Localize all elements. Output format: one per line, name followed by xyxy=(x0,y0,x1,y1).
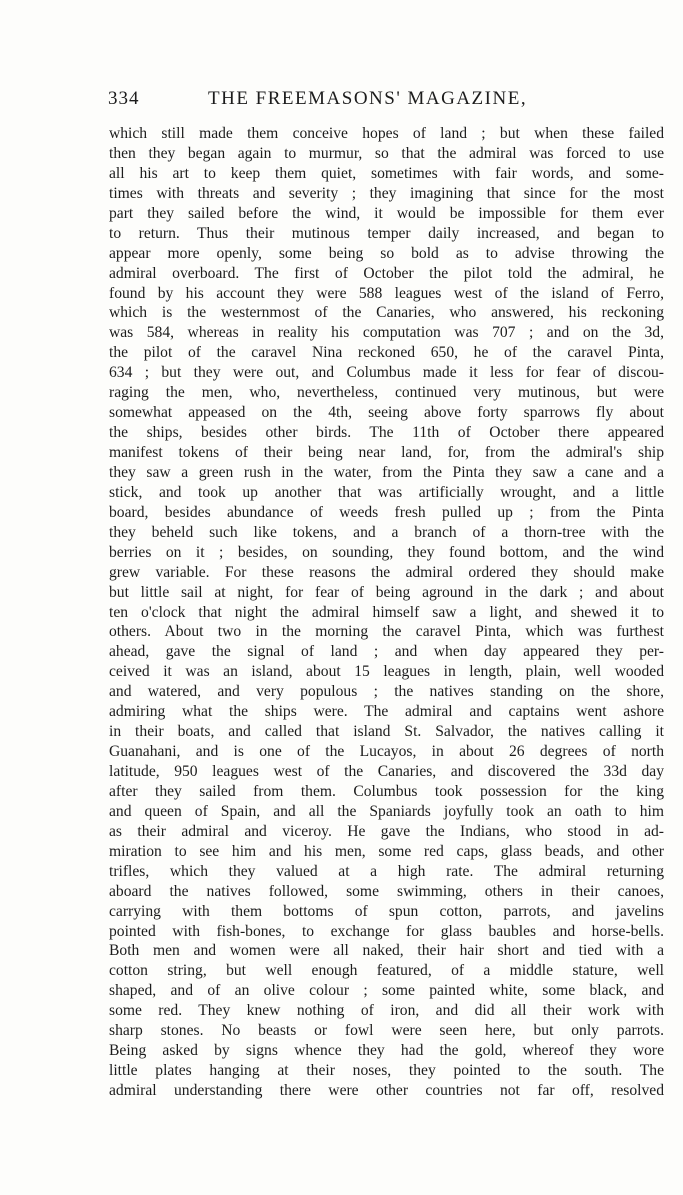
text-line: cotton string, but well enough featured, of a middle stature, well xyxy=(109,962,664,980)
text-line: pointed with fish-bones, to exchange for glass baubles and horse-bells. xyxy=(109,922,664,940)
text-line: admiral understanding there were other countries not far off, resolved xyxy=(109,1082,664,1099)
text-line: after they sailed from them. Columbus took possession for the king xyxy=(109,782,664,800)
text-line: trifles, which they valued at a high rate. The admiral returning xyxy=(109,862,664,880)
body-text xyxy=(109,124,664,1101)
running-title: THE FREEMASONS' MAGAZINE, xyxy=(208,88,528,109)
text-line: Both men and women were all naked, their hair short and tied with a xyxy=(109,942,664,960)
text-line: times with threats and severity ; they imagining that since for the most xyxy=(109,184,664,202)
text-line: to return. Thus their mutinous temper daily increased, and began to xyxy=(109,224,664,242)
text-line: some red. They knew nothing of iron, and did all their work with xyxy=(109,1002,664,1020)
text-line: found by his account they were 588 leagues west of the island of Ferro, xyxy=(109,284,664,302)
text-line: ten o'clock that night the admiral himself saw a light, and shewed it to xyxy=(109,603,664,621)
text-line: they saw a green rush in the water, from the Pinta they saw a cane and a xyxy=(109,463,664,481)
text-line: aboard the natives followed, some swimming, others in their canoes, xyxy=(109,882,664,900)
text-line: but little sail at night, for fear of being aground in the dark ; and about xyxy=(109,583,664,601)
text-line: part they sailed before the wind, it would be impossible for them ever xyxy=(109,204,664,222)
text-line: Guanahani, and is one of the Lucayos, in about 26 degrees of north xyxy=(109,743,664,761)
text-line: 634 ; but they were out, and Columbus made it less for fear of discou- xyxy=(109,364,664,382)
text-line: latitude, 950 leagues west of the Canaries, and discovered the 33d day xyxy=(109,763,664,780)
text-line: then they began again to murmur, so that the admiral was forced to use xyxy=(109,144,664,162)
text-line: others. About two in the morning the caravel Pinta, which was furthest xyxy=(109,623,664,641)
text-line: and watered, and very populous ; the natives standing on the shore, xyxy=(109,683,664,701)
text-line: berries on it ; besides, on sounding, they found bottom, and the wind xyxy=(109,543,664,561)
text-line: manifest tokens of their being near land, for, from the admiral's ship xyxy=(109,444,664,461)
text-line: admiring what the ships were. The admiral and captains went ashore xyxy=(109,703,664,721)
text-line: and queen of Spain, and all the Spaniards joyfully took an oath to him xyxy=(109,802,664,820)
text-line: as their admiral and viceroy. He gave the Indians, who stood in ad- xyxy=(109,822,664,840)
text-line: grew variable. For these reasons the admiral ordered they should make xyxy=(109,563,664,581)
page-number: 334 xyxy=(108,88,140,109)
text-line: which still made them conceive hopes of land ; but when these failed xyxy=(109,125,664,142)
text-line: raging the men, who, nevertheless, continued very mutinous, but were xyxy=(109,384,664,402)
text-line: ceived it was an island, about 15 leagues in length, plain, well wooded xyxy=(109,663,664,681)
text-line: appear more openly, some being so bold as to advise throwing the xyxy=(109,244,664,262)
page-header xyxy=(108,88,663,116)
text-line: in their boats, and called that island St. Salvador, the natives calling it xyxy=(109,723,664,741)
text-line: little plates hanging at their noses, they pointed to the south. The xyxy=(109,1062,664,1080)
text-line: miration to see him and his men, some red caps, glass beads, and other xyxy=(109,842,664,860)
text-line: ahead, gave the signal of land ; and when day appeared they per- xyxy=(109,643,664,661)
text-line: shaped, and of an olive colour ; some painted white, some black, and xyxy=(109,982,664,1000)
text-line: was 584, whereas in reality his computation was 707 ; and on the 3d, xyxy=(109,324,664,342)
text-line: the pilot of the caravel Nina reckoned 650, he of the caravel Pinta, xyxy=(109,344,664,362)
text-line: the ships, besides other birds. The 11th of October there appeared xyxy=(109,424,664,442)
text-line: admiral overboard. The first of October the pilot told the admiral, he xyxy=(109,264,664,282)
text-line: they beheld such like tokens, and a branch of a thorn-tree with the xyxy=(109,523,664,541)
text-line: board, besides abundance of weeds fresh pulled up ; from the Pinta xyxy=(109,503,664,521)
text-line: sharp stones. No beasts or fowl were seen here, but only parrots. xyxy=(109,1022,664,1040)
text-line: somewhat appeased on the 4th, seeing above forty sparrows fly about xyxy=(109,404,664,422)
text-line: which is the westernmost of the Canaries, who answered, his reckoning xyxy=(109,304,664,322)
text-line: Being asked by signs whence they had the gold, whereof they wore xyxy=(109,1042,664,1060)
text-line: stick, and took up another that was artificially wrought, and a little xyxy=(109,483,664,501)
text-line: all his art to keep them quiet, sometimes with fair words, and some- xyxy=(109,164,664,182)
text-line: carrying with them bottoms of spun cotton, parrots, and javelins xyxy=(109,902,664,920)
